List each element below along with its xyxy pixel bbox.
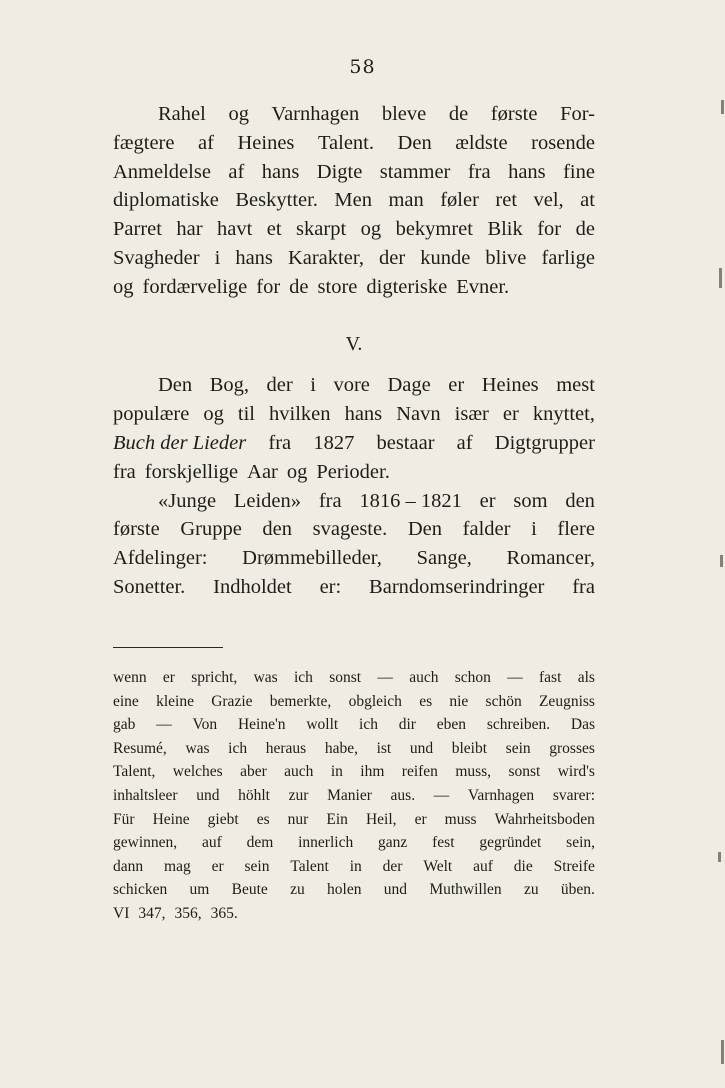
word: den <box>262 518 293 541</box>
word: muss, <box>455 763 492 781</box>
word: Von <box>192 716 218 734</box>
word: første <box>113 518 160 541</box>
word: et <box>266 218 282 241</box>
footnote <box>113 666 595 926</box>
word: der <box>382 857 403 875</box>
text-line <box>113 544 595 573</box>
word: Gruppe <box>180 518 242 541</box>
word: dir <box>398 716 416 734</box>
word: nur <box>287 810 309 828</box>
word: til <box>237 403 255 426</box>
word: Evner. <box>456 275 510 298</box>
text-line <box>113 855 595 879</box>
word: Talent, <box>113 763 156 781</box>
word: man <box>388 189 424 212</box>
word: Beute <box>231 881 268 899</box>
word: 347, <box>138 904 166 922</box>
word: er <box>162 669 175 686</box>
word: Afdelinger: <box>113 547 208 570</box>
word: Romancer, <box>506 547 595 570</box>
word: For- <box>560 103 595 125</box>
word: wird's <box>557 763 595 781</box>
word: wenn <box>113 669 147 686</box>
text-line <box>113 666 595 690</box>
word: sonst <box>508 763 541 781</box>
word: skarpt <box>296 218 347 241</box>
word: Für <box>113 810 135 828</box>
word: Varnhagen <box>467 786 535 804</box>
word: hans <box>344 403 383 426</box>
word: heraus <box>265 739 307 757</box>
word: gegründet <box>479 834 542 852</box>
word: stammer <box>379 160 451 183</box>
word: har <box>176 218 203 241</box>
text-line <box>113 487 595 516</box>
word: als <box>577 669 595 686</box>
word: habe, <box>324 739 358 757</box>
word: Drømmebilleder, <box>242 547 382 570</box>
word: zur <box>288 786 309 804</box>
main-text <box>113 100 595 602</box>
word: hans <box>508 160 546 183</box>
word: Talent. <box>317 131 375 154</box>
word: fra <box>318 489 342 512</box>
word: ich <box>359 716 378 734</box>
word: store <box>317 275 358 298</box>
word: fra <box>268 431 292 454</box>
word: üben. <box>560 881 595 899</box>
word: bleve <box>381 103 427 125</box>
word: svageste. <box>312 518 388 541</box>
word: dem <box>246 834 274 852</box>
word: hans <box>235 246 273 269</box>
word: af <box>228 160 245 183</box>
word: auf <box>473 857 493 875</box>
text-line <box>113 784 595 808</box>
word: — <box>156 716 172 734</box>
word: muss <box>444 810 477 828</box>
word: den <box>565 489 595 512</box>
word: knyttet, <box>532 403 595 426</box>
word: blive <box>485 246 527 269</box>
word: fest <box>432 834 455 852</box>
word: was <box>185 739 210 757</box>
text-line <box>113 573 595 602</box>
word: Digtgrupper <box>494 431 595 454</box>
word: og <box>113 275 134 298</box>
scan-mark <box>721 1040 724 1064</box>
word: at <box>580 189 595 212</box>
word: kunde <box>420 246 471 269</box>
word: Men <box>334 189 372 212</box>
text-line <box>113 878 595 902</box>
word: rosende <box>531 131 595 154</box>
word: af <box>456 431 473 454</box>
word: de <box>448 103 469 125</box>
word: kleine <box>156 692 194 710</box>
word: Barndomserindringer <box>369 575 545 598</box>
word: i <box>310 374 316 397</box>
scan-mark <box>720 555 723 567</box>
text-line <box>113 760 595 784</box>
word: es <box>419 692 433 710</box>
word: Leiden» <box>233 489 302 512</box>
word: Sonetter. <box>113 575 186 598</box>
word: fra <box>467 160 491 183</box>
word: Anmeldelse <box>113 160 211 183</box>
word: was <box>253 669 278 686</box>
word: Heine'n <box>237 716 286 734</box>
text-line <box>113 400 595 429</box>
text-line <box>113 831 595 855</box>
word: mag <box>164 857 191 875</box>
scan-mark <box>719 268 722 288</box>
word: Den <box>407 518 443 541</box>
word: auf <box>201 834 222 852</box>
text-line <box>113 371 595 400</box>
text-line <box>113 902 595 926</box>
word: og <box>286 460 308 483</box>
word: aber <box>240 763 267 781</box>
paragraph-1 <box>113 100 595 302</box>
scan-mark <box>721 100 724 114</box>
section-heading-text: V. <box>345 332 363 355</box>
word: Rahel <box>158 103 206 125</box>
word: grosses <box>549 739 595 757</box>
word: Indholdet <box>213 575 292 598</box>
section-heading <box>113 330 595 359</box>
word: Grazie <box>211 692 253 710</box>
word: Heil, <box>365 810 397 828</box>
word: es <box>256 810 270 828</box>
word: Navn <box>396 403 441 426</box>
word: Karakter, <box>287 246 364 269</box>
word: und <box>409 739 434 757</box>
word: og <box>228 103 249 125</box>
book-title: Buch der Lieder <box>113 431 247 454</box>
word: wollt <box>306 716 339 734</box>
text-line <box>113 690 595 714</box>
word: Zeugniss <box>538 692 595 710</box>
page-number: 58 <box>349 56 376 78</box>
word: Manier <box>327 786 372 804</box>
word: i <box>214 246 221 269</box>
word: er <box>448 374 465 397</box>
word: zu <box>290 881 305 899</box>
word: ich <box>228 739 248 757</box>
word: ich <box>293 669 313 686</box>
text-line <box>113 737 595 761</box>
word: bleibt <box>451 739 488 757</box>
word: falder <box>462 518 511 541</box>
word: schon <box>454 669 491 686</box>
word: ist <box>376 739 392 757</box>
word: Heine <box>152 810 190 828</box>
word: schreiben. <box>486 716 551 734</box>
word: og <box>360 218 382 241</box>
word: nie <box>449 692 469 710</box>
word: Sange, <box>416 547 472 570</box>
text-line <box>113 808 595 832</box>
text-line <box>113 458 595 487</box>
word: som <box>513 489 548 512</box>
word: er <box>502 403 519 426</box>
word: Blik <box>487 218 523 241</box>
word: af <box>198 131 214 154</box>
word: og <box>203 403 224 426</box>
word: Perioder. <box>316 460 390 483</box>
word: fast <box>539 669 562 686</box>
text-line <box>113 244 595 273</box>
word: obgleich <box>348 692 402 710</box>
text-line <box>113 158 595 187</box>
word: Das <box>570 716 595 734</box>
word: inhaltsleer <box>113 786 178 804</box>
word: reifen <box>401 763 438 781</box>
word: svarer: <box>552 786 595 804</box>
word: 1827 <box>313 431 355 454</box>
word: Den <box>158 374 193 397</box>
word: in <box>330 763 343 781</box>
word: fordærvelige <box>142 275 248 298</box>
paragraph-3 <box>113 487 595 602</box>
word: innerlich <box>298 834 354 852</box>
word: Wahrheitsboden <box>494 810 595 828</box>
word: und <box>383 881 408 899</box>
word: Ein <box>326 810 348 828</box>
word: digteriske <box>366 275 448 298</box>
word: er: <box>319 575 342 598</box>
word: der <box>266 374 293 397</box>
text-line <box>113 186 595 215</box>
word: schön <box>485 692 522 710</box>
word: gab <box>113 716 136 734</box>
word: ældste <box>455 131 508 154</box>
word: Talent <box>290 857 329 875</box>
word: fine <box>563 160 595 183</box>
text-line <box>113 273 595 302</box>
word: Heines <box>237 131 295 154</box>
word: auch <box>284 763 314 781</box>
word: Resumé, <box>113 739 167 757</box>
word: eine <box>113 692 139 710</box>
word: hans <box>261 160 300 183</box>
word: schicken <box>113 881 168 899</box>
word: flere <box>557 518 595 541</box>
word: Muthwillen <box>429 881 502 899</box>
word: die <box>513 857 533 875</box>
word: — <box>507 669 523 686</box>
word: und <box>196 786 220 804</box>
paragraph-2 <box>113 371 595 486</box>
word: «Junge <box>158 489 217 512</box>
word: höhlt <box>238 786 270 804</box>
word: er <box>479 489 496 512</box>
word: 1816 – 1821 <box>359 489 462 512</box>
word: sonst <box>329 669 362 686</box>
word: auch <box>409 669 439 686</box>
word: eben <box>436 716 467 734</box>
word: for <box>537 218 562 241</box>
text-line <box>113 515 595 544</box>
word: diplomatiske <box>113 189 219 212</box>
word: vel, <box>533 189 564 212</box>
word: fra <box>113 460 136 483</box>
word: 356, <box>174 904 202 922</box>
word: Varnhagen <box>271 103 360 125</box>
word: in <box>349 857 362 875</box>
word: dann <box>113 857 144 875</box>
word: sein, <box>566 834 595 852</box>
word: VI <box>113 904 130 922</box>
text-line <box>113 215 595 244</box>
word: sein <box>244 857 270 875</box>
footnote-rule <box>113 647 223 648</box>
text-line <box>113 129 595 158</box>
word: ganz <box>378 834 408 852</box>
text-line <box>113 713 595 737</box>
word: bestaar <box>376 431 435 454</box>
word: bemerkte, <box>269 692 332 710</box>
word: Streife <box>553 857 595 875</box>
word: de <box>575 218 595 241</box>
word: i <box>531 518 537 541</box>
word: hvilken <box>269 403 331 426</box>
word: welches <box>172 763 223 781</box>
word: giebt <box>207 810 239 828</box>
scan-mark <box>718 852 721 862</box>
word: holen <box>327 881 362 899</box>
word: Svagheder <box>113 246 200 269</box>
word: gewinnen, <box>113 834 178 852</box>
word: populære <box>113 403 190 426</box>
word: Beskytter. <box>235 189 318 212</box>
word: spricht, <box>191 669 238 686</box>
word: især <box>454 403 489 426</box>
word: zu <box>523 881 539 899</box>
word: første <box>490 103 538 125</box>
word: Digte <box>316 160 363 183</box>
word: Heines <box>481 374 539 397</box>
word: 365. <box>210 904 238 922</box>
word: er <box>211 857 224 875</box>
word: forskjellige <box>144 460 239 483</box>
word: aus. <box>390 786 416 804</box>
word: farlige <box>541 246 595 269</box>
word: mest <box>556 374 595 397</box>
text-line <box>113 100 595 129</box>
word: ihm <box>360 763 385 781</box>
text-line <box>113 429 595 458</box>
word: — <box>433 786 450 804</box>
word: Dage <box>387 374 431 397</box>
word: vore <box>333 374 370 397</box>
word: — <box>377 669 393 686</box>
word: sein <box>505 739 531 757</box>
word: Parret <box>113 218 162 241</box>
word: der <box>379 246 406 269</box>
word: de <box>289 275 309 298</box>
word: Den <box>397 131 432 154</box>
word: Welt <box>423 857 453 875</box>
word: Aar <box>247 460 278 483</box>
word: um <box>189 881 210 899</box>
word: fægtere <box>113 131 175 154</box>
word: for <box>256 275 281 298</box>
word: bekymret <box>395 218 473 241</box>
word: Bog, <box>209 374 249 397</box>
word: er <box>414 810 427 828</box>
word: havt <box>217 218 253 241</box>
word: fra <box>572 575 595 598</box>
word: føler <box>440 189 479 212</box>
word: ret <box>495 189 518 212</box>
